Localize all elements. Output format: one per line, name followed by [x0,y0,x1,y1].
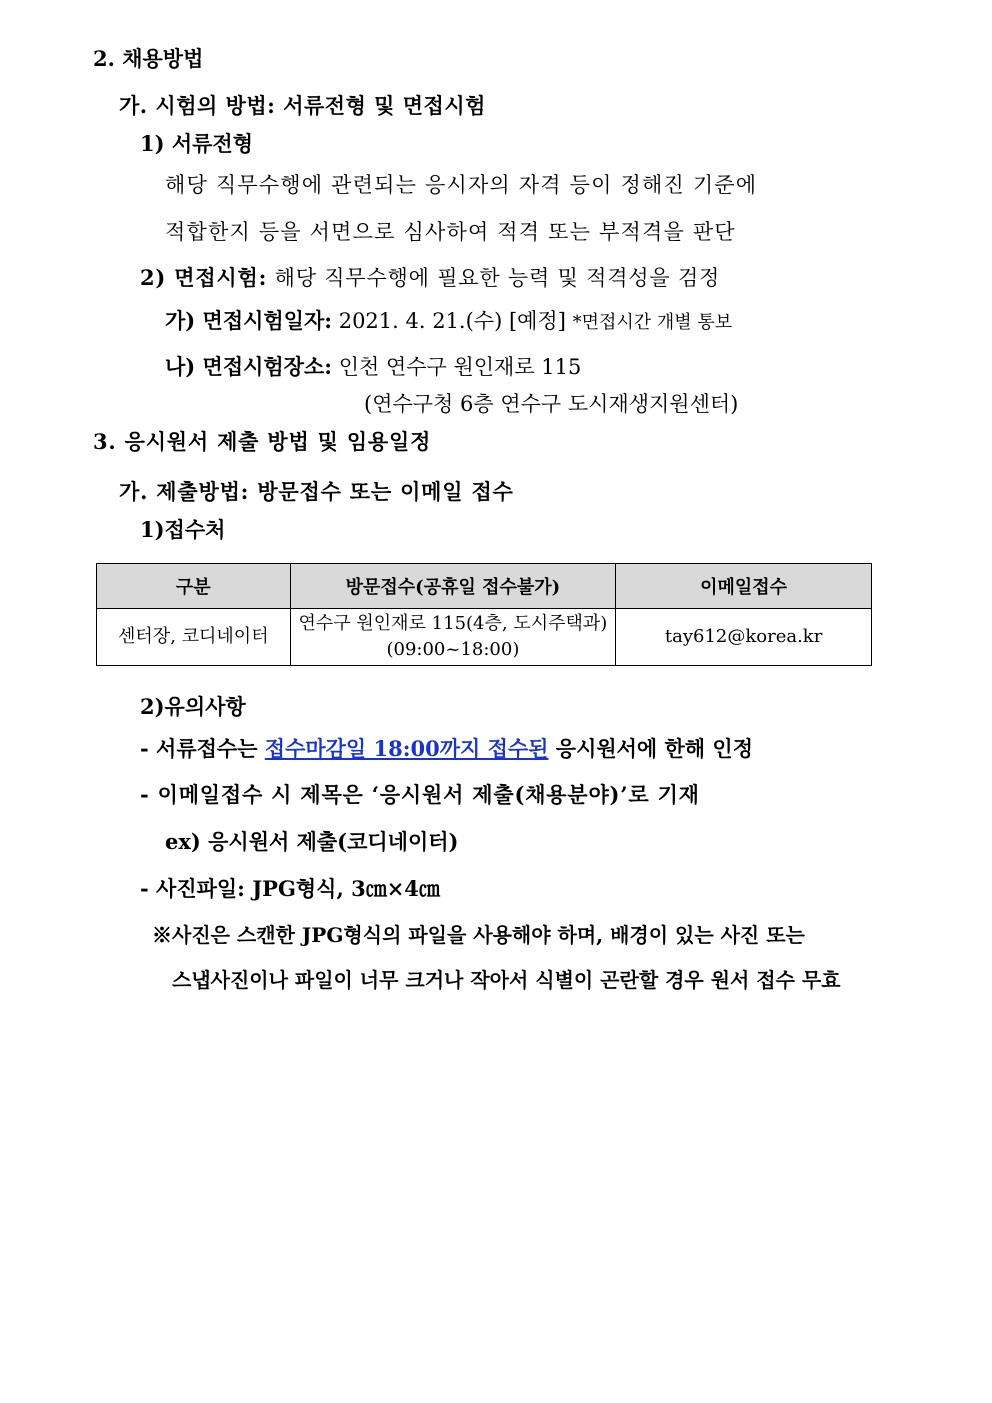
interview-date-note: *면접시간 개별 통보 [572,312,733,333]
header-division: 구분 [97,564,291,609]
interview-date-label: 가) 면접시험일자: [165,308,333,333]
table-row [97,609,872,666]
interview-place-detail: (연수구청 6층 연수구 도시재생지원센터) [364,392,739,416]
note-1-suffix: 응시원서에 한해 인정 [555,736,753,761]
note-1 [140,735,753,763]
document-screening-desc-2: 적합한지 등을 서면으로 심사하여 적격 또는 부적격을 판단 [165,220,736,244]
table-header-row [97,564,872,609]
interview-label: 2) 면접시험: [140,265,268,290]
note-2: - 이메일접수 시 제목은 ‘응시원서 제출(채용분야)’로 기재 [140,782,700,807]
interview-desc: 해당 직무수행에 필요한 능력 및 적격성을 검정 [274,266,721,290]
receipt-table [96,563,872,666]
cell-visit [290,609,616,666]
document-screening-desc-1: 해당 직무수행에 관련되는 응시자의 자격 등이 정해진 기준에 [165,173,758,197]
note-1-prefix: - 서류접수는 [140,736,258,761]
interview-date-line [165,307,732,337]
note-2-example: ex) 응시원서 제출(코디네이터) [165,829,459,854]
warning-line-1: ※사진은 스캔한 JPG형식의 파일을 사용해야 하며, 배경이 있는 사진 또는 [152,923,805,947]
document-screening-title: 1) 서류전형 [140,131,254,156]
note-3: - 사진파일: JPG형식, 3㎝×4㎝ [140,876,440,901]
header-email: 이메일접수 [616,564,872,609]
section-2-title: 2. 채용방법 [93,46,204,71]
cell-visit-address: 연수구 원인재로 115(4층, 도시주택과) [298,613,608,634]
interview-line [140,264,720,292]
interview-place-line [165,353,581,381]
interview-date-value: 2021. 4. 21.(수) [예정] [338,309,566,333]
submission-method-line [119,478,514,506]
exam-method-value: 서류전형 및 면접시험 [283,93,486,118]
exam-method-line [119,92,486,120]
notes-title: 2)유의사항 [140,694,246,719]
submission-method-value: 방문접수 또는 이메일 접수 [257,479,514,504]
header-visit: 방문접수(공휴일 접수불가) [290,564,616,609]
interview-place-value: 인천 연수구 원인재로 115 [338,355,582,379]
cell-division: 센터장, 코디네이터 [97,609,291,666]
warning-line-2: 스냅사진이나 파일이 너무 크거나 작아서 식별이 곤란할 경우 원서 접수 무효 [172,968,841,992]
receipt-title: 1)접수처 [140,517,226,542]
cell-visit-hours: (09:00~18:00) [386,639,520,660]
section-3-title: 3. 응시원서 제출 방법 및 임용일정 [93,429,432,454]
interview-place-label: 나) 면접시험장소: [165,354,333,379]
submission-method-label: 가. 제출방법: [119,479,250,504]
exam-method-label: 가. 시험의 방법: [119,93,276,118]
note-1-highlight: 접수마감일 18:00까지 접수된 [264,736,549,761]
cell-email: tay612@korea.kr [616,609,872,666]
